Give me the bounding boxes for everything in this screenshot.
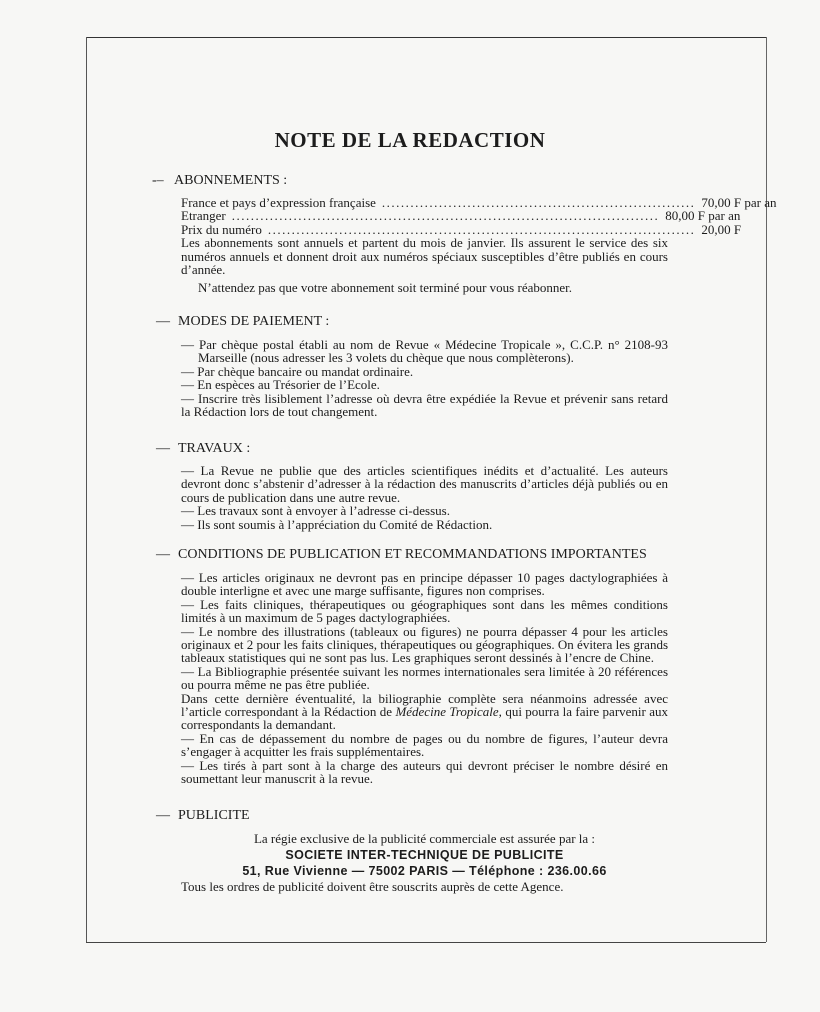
list-item: — Par chèque bancaire ou mandat ordinaire. <box>181 363 414 379</box>
left-border <box>86 37 87 942</box>
list-item: — En espèces au Trésorier de l’Ecole. <box>181 377 380 393</box>
publicite-address: 51, Rue Vivienne — 75002 PARIS — Téléphone : 236.00.66 <box>242 864 607 878</box>
abonnements-block <box>181 195 777 296</box>
top-rule <box>86 37 766 38</box>
list-item: — Les travaux sont à envoyer à l’adresse ci-dessus. <box>181 503 450 519</box>
list-item: — Inscrire très lisiblement l’adresse où devra être expédiée la Revue et prévenir sans retard la Rédaction lors de tout changement. <box>181 390 668 420</box>
list-item: — Ils sont soumis à l’appréciation du Comité de Rédaction. <box>181 516 493 532</box>
list-item: — Par chèque postal établi au nom de Revue « Médecine Tropicale », C.C.P. n° 2108-93 Marseille (nous adresser les 3 volets du chèque que nous complèterons). <box>181 337 668 366</box>
list-item: — Les faits cliniques, thérapeutiques ou géographiques sont dans les mêmes conditions limités à un maximum de 5 pages dactylographiées. <box>181 596 668 626</box>
list-item: — En cas de dépassement du nombre de pages ou du nombre de figures, l’auteur devra s’engager à acquitter les frais supplémentaires. <box>181 730 668 760</box>
section-header-conditions: — CONDITIONS DE PUBLICATION ET RECOMMANDATIONS IMPORTANTES <box>156 547 647 562</box>
bottom-rule <box>86 942 766 943</box>
price-row: France et pays d’expression française .................................................................. 70,00 F par an <box>181 195 777 210</box>
list-item: — Les articles originaux ne devront pas en principe dépasser 10 pages dactylographiées à double interligne et avec une marge suffisante, figures non comprises. <box>181 570 668 599</box>
section-header-travaux: — TRAVAUX : <box>156 441 251 456</box>
publicite-intro: La régie exclusive de la publicité commerciale est assurée par la : <box>253 831 596 846</box>
list-item-continuation: Dans cette dernière éventualité, la biliographie complète sera néanmoins adressée avec l’article correspondant à la Rédaction de Médecine Tropicale, qui pourra la faire parvenir aux correspondants la demandant. <box>181 690 668 733</box>
section-header-abonnements: -– ABONNEMENTS : <box>152 173 288 188</box>
page-title: NOTE DE LA REDACTION <box>274 128 546 152</box>
price-row: Prix du numéro .......................................................................................... 20,00 F <box>181 221 742 237</box>
abonnements-paragraph: Les abonnements sont annuels et partent du mois de janvier. Ils assurent le service des six numéros annuels et donnent droit aux numéros spéciaux susceptibles d’être publiés en cours d’année. <box>181 235 668 278</box>
list-item: — La Bibliographie présentée suivant les normes internationales sera limitée à 20 références ou pourra même ne pas être publiée. <box>181 663 668 693</box>
publicite-company: SOCIETE INTER-TECHNIQUE DE PUBLICITE <box>285 848 564 862</box>
right-border <box>766 37 767 942</box>
publicite-note: Tous les ordres de publicité doivent être souscrits auprès de cette Agence. <box>181 879 564 894</box>
section-header-publicite: — PUBLICITE <box>156 808 250 823</box>
abonnements-paragraph: N’attendez pas que votre abonnement soit terminé pour vous réabonner. <box>198 280 572 296</box>
paiement-block <box>181 338 668 418</box>
conditions-block <box>181 571 668 786</box>
publicite-block <box>181 831 668 895</box>
price-row: Etranger .......................................................................................... 80,00 F par an <box>181 208 741 224</box>
section-header-paiement: — MODES DE PAIEMENT : <box>156 314 330 329</box>
list-item: — Le nombre des illustrations (tableaux ou figures) ne pourra dépasser 4 pour les articles originaux et 2 pour les faits cliniques, thérapeutiques ou géographiques. On évitera les grands tableaux statistiques qui ne sont pas lus. Les graphiques seront dessinés à l’encre de Chine. <box>181 623 669 666</box>
list-item: — Les tirés à part sont à la charge des auteurs qui devront préciser le nombre désiré en soumettant leur manuscrit à la revue. <box>181 757 668 787</box>
list-item: — La Revue ne publie que des articles scientifiques inédits et d’actualité. Les auteurs devront donc s’abstenir d’adresser à la rédaction des manuscrits d’articles déjà publiés ou en cours de publication dans une autre revue. <box>181 463 668 505</box>
travaux-block <box>181 464 668 531</box>
